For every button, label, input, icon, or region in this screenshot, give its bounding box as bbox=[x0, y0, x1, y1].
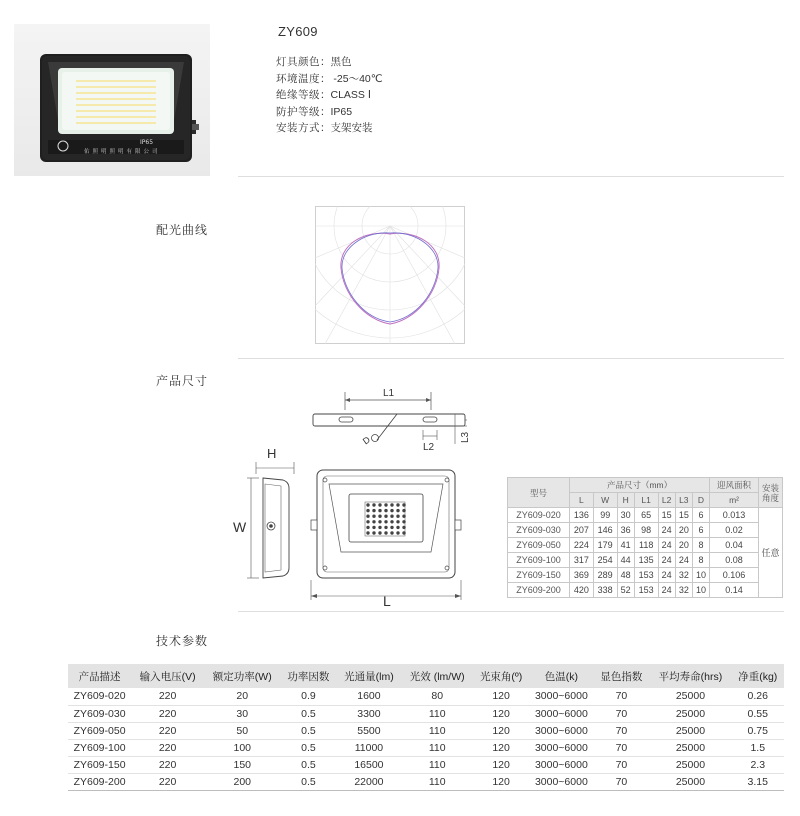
tech-cell: 11000 bbox=[336, 739, 401, 756]
col-sub-l2: L2 bbox=[658, 493, 675, 508]
spec-separator: ： bbox=[320, 56, 331, 68]
cell-wind: 0.106 bbox=[710, 568, 759, 583]
spec-item bbox=[276, 87, 383, 104]
cell-h: 30 bbox=[617, 508, 634, 523]
cell-model: ZY609-200 bbox=[508, 583, 570, 598]
led-dot bbox=[390, 515, 393, 518]
tech-cell: 0.75 bbox=[732, 722, 784, 739]
divider bbox=[238, 358, 784, 359]
cell-w: 179 bbox=[593, 538, 617, 553]
col-sub-l: L bbox=[570, 493, 594, 508]
tech-col-header: 光束角(º) bbox=[473, 664, 529, 688]
led-dot bbox=[366, 515, 369, 518]
tech-cell: 16500 bbox=[336, 756, 401, 773]
led-dot bbox=[366, 503, 369, 506]
cell-model: ZY609-030 bbox=[508, 523, 570, 538]
tech-cell: 200 bbox=[204, 773, 280, 790]
table-row bbox=[68, 773, 784, 790]
led-dot bbox=[396, 509, 399, 512]
cell-l: 136 bbox=[570, 508, 594, 523]
tech-cell: 120 bbox=[473, 705, 529, 722]
tech-col-header: 显色指数 bbox=[593, 664, 649, 688]
tech-cell: 5500 bbox=[336, 722, 401, 739]
led-dot bbox=[372, 526, 375, 529]
led-dot bbox=[390, 520, 393, 523]
tech-cell: 3000~6000 bbox=[529, 705, 593, 722]
spec-separator: ： bbox=[320, 72, 331, 85]
cell-l: 317 bbox=[570, 553, 594, 568]
led-dot bbox=[372, 509, 375, 512]
col-sub-l3: L3 bbox=[675, 493, 692, 508]
cell-l2: 24 bbox=[658, 538, 675, 553]
section-title-dimensions: 产品尺寸 bbox=[156, 374, 209, 388]
cell-d: 8 bbox=[692, 538, 709, 553]
dim-label-l3: L3 bbox=[460, 431, 471, 443]
tech-cell: 20 bbox=[204, 688, 280, 705]
led-dot bbox=[366, 526, 369, 529]
dim-label-d: D bbox=[360, 434, 372, 447]
table-row bbox=[68, 739, 784, 756]
cell-angle: 任意 bbox=[759, 508, 783, 598]
cell-l: 224 bbox=[570, 538, 594, 553]
tech-cell: 0.55 bbox=[732, 705, 784, 722]
tech-cell: 220 bbox=[131, 705, 204, 722]
led-dot bbox=[396, 531, 399, 534]
tech-params-table bbox=[68, 664, 784, 791]
cell-l1: 153 bbox=[634, 568, 658, 583]
dim-label-l1: L1 bbox=[383, 388, 395, 399]
tech-cell: 3000~6000 bbox=[529, 739, 593, 756]
led-dot bbox=[390, 531, 393, 534]
tech-cell: 220 bbox=[131, 722, 204, 739]
led-dot bbox=[378, 503, 381, 506]
cell-model: ZY609-150 bbox=[508, 568, 570, 583]
cell-l1: 65 bbox=[634, 508, 658, 523]
table-row bbox=[68, 705, 784, 722]
table-row bbox=[508, 568, 783, 583]
tech-cell: 110 bbox=[401, 705, 472, 722]
cell-l1: 153 bbox=[634, 583, 658, 598]
led-dot bbox=[366, 520, 369, 523]
tech-cell: 120 bbox=[473, 773, 529, 790]
cell-model: ZY609-100 bbox=[508, 553, 570, 568]
tech-cell: ZY609-050 bbox=[68, 722, 131, 739]
cell-l2: 24 bbox=[658, 553, 675, 568]
led-dot bbox=[390, 503, 393, 506]
cell-l3: 32 bbox=[675, 583, 692, 598]
led-dot bbox=[384, 515, 387, 518]
tech-cell: 3000~6000 bbox=[529, 756, 593, 773]
product-photo bbox=[14, 24, 210, 176]
led-dot bbox=[402, 531, 405, 534]
table-row bbox=[508, 523, 783, 538]
cell-l2: 24 bbox=[658, 523, 675, 538]
cell-h: 41 bbox=[617, 538, 634, 553]
spec-label: 安装方式 bbox=[276, 122, 320, 134]
floodlight-image bbox=[14, 24, 210, 176]
table-row bbox=[508, 583, 783, 598]
cell-wind: 0.02 bbox=[710, 523, 759, 538]
tech-cell: 25000 bbox=[649, 739, 731, 756]
tech-cell: 110 bbox=[401, 739, 472, 756]
spec-label: 绝缘等级 bbox=[276, 89, 320, 101]
tech-cell: 220 bbox=[131, 739, 204, 756]
led-dot bbox=[390, 509, 393, 512]
spec-value: 黑色 bbox=[330, 56, 352, 68]
cell-h: 52 bbox=[617, 583, 634, 598]
table-row bbox=[508, 553, 783, 568]
cell-w: 289 bbox=[593, 568, 617, 583]
spec-separator: ： bbox=[320, 105, 331, 118]
tech-cell: 3.15 bbox=[732, 773, 784, 790]
tech-cell: ZY609-100 bbox=[68, 739, 131, 756]
tech-cell: 220 bbox=[131, 688, 204, 705]
led-dot bbox=[384, 503, 387, 506]
dim-label-l2: L2 bbox=[423, 442, 435, 453]
tech-cell: 0.26 bbox=[732, 688, 784, 705]
cell-l: 369 bbox=[570, 568, 594, 583]
tech-cell: ZY609-150 bbox=[68, 756, 131, 773]
led-dot bbox=[378, 526, 381, 529]
tech-cell: 0.5 bbox=[280, 705, 336, 722]
spec-value: CLASS Ⅰ bbox=[330, 89, 371, 101]
tech-cell: 1.5 bbox=[732, 739, 784, 756]
spec-label: 灯具颜色 bbox=[276, 56, 320, 68]
polar-curve-svg bbox=[315, 206, 465, 344]
led-dot bbox=[396, 515, 399, 518]
led-dot bbox=[402, 509, 405, 512]
cell-l3: 20 bbox=[675, 538, 692, 553]
led-dot bbox=[366, 531, 369, 534]
table-row bbox=[68, 722, 784, 739]
spec-item bbox=[276, 120, 383, 137]
cell-l: 207 bbox=[570, 523, 594, 538]
cell-wind: 0.04 bbox=[710, 538, 759, 553]
cell-w: 254 bbox=[593, 553, 617, 568]
cell-l2: 24 bbox=[658, 568, 675, 583]
led-dot bbox=[384, 526, 387, 529]
table-row bbox=[508, 538, 783, 553]
tech-cell: 25000 bbox=[649, 773, 731, 790]
led-dot bbox=[402, 503, 405, 506]
tech-cell: 3000~6000 bbox=[529, 722, 593, 739]
led-dot bbox=[366, 509, 369, 512]
tech-col-header: 净重(kg) bbox=[732, 664, 784, 688]
cell-h: 44 bbox=[617, 553, 634, 568]
tech-cell: 2.3 bbox=[732, 756, 784, 773]
tech-cell: 100 bbox=[204, 739, 280, 756]
ip-rating-print: IP65 bbox=[140, 139, 154, 146]
tech-cell: 120 bbox=[473, 756, 529, 773]
tech-cell: 110 bbox=[401, 756, 472, 773]
tech-col-header: 产品描述 bbox=[68, 664, 131, 688]
tech-cell: 25000 bbox=[649, 756, 731, 773]
tech-cell: 120 bbox=[473, 722, 529, 739]
spec-label: 环境温度 bbox=[276, 72, 320, 85]
led-dot bbox=[384, 509, 387, 512]
cell-w: 338 bbox=[593, 583, 617, 598]
table-row bbox=[68, 756, 784, 773]
tech-cell: 220 bbox=[131, 773, 204, 790]
tech-cell: 25000 bbox=[649, 705, 731, 722]
tech-cell: ZY609-030 bbox=[68, 705, 131, 722]
tech-col-header: 光效 (lm/W) bbox=[401, 664, 472, 688]
section-title-tech-params: 技术参数 bbox=[156, 634, 209, 648]
spec-value: 支架安装 bbox=[330, 122, 373, 134]
tech-col-header: 功率因数 bbox=[280, 664, 336, 688]
cell-wind: 0.14 bbox=[710, 583, 759, 598]
cell-l3: 24 bbox=[675, 553, 692, 568]
fixture-dimension-drawing bbox=[225, 440, 475, 608]
led-dot bbox=[378, 520, 381, 523]
product-model-title: ZY609 bbox=[278, 24, 318, 39]
section-title-light-curve: 配光曲线 bbox=[156, 223, 209, 237]
cell-l1: 118 bbox=[634, 538, 658, 553]
col-angle: 安装角度 bbox=[759, 478, 783, 508]
led-dot bbox=[372, 503, 375, 506]
spec-label: 防护等级 bbox=[276, 105, 320, 118]
tech-cell: ZY609-200 bbox=[68, 773, 131, 790]
tech-cell: 120 bbox=[473, 739, 529, 756]
led-dot bbox=[378, 509, 381, 512]
dimension-table bbox=[507, 477, 783, 598]
tech-cell: 110 bbox=[401, 722, 472, 739]
cell-l3: 32 bbox=[675, 568, 692, 583]
col-model: 型号 bbox=[508, 478, 570, 508]
cell-l3: 20 bbox=[675, 523, 692, 538]
dim-label-h: H bbox=[267, 446, 277, 461]
cell-l2: 15 bbox=[658, 508, 675, 523]
tech-col-header: 额定功率(W) bbox=[204, 664, 280, 688]
col-sub-d: D bbox=[692, 493, 709, 508]
tech-cell: 50 bbox=[204, 722, 280, 739]
spec-separator: ： bbox=[320, 89, 331, 101]
spec-item bbox=[276, 54, 383, 71]
cell-d: 8 bbox=[692, 553, 709, 568]
led-dot bbox=[384, 531, 387, 534]
brand-strip-text: 佑照明照明有限公司 bbox=[84, 149, 161, 155]
tech-cell: 0.5 bbox=[280, 739, 336, 756]
led-dot bbox=[390, 526, 393, 529]
cell-h: 48 bbox=[617, 568, 634, 583]
cell-l2: 24 bbox=[658, 583, 675, 598]
cell-w: 99 bbox=[593, 508, 617, 523]
tech-cell: ZY609-020 bbox=[68, 688, 131, 705]
led-dot bbox=[396, 503, 399, 506]
cell-h: 36 bbox=[617, 523, 634, 538]
tech-col-header: 色温(k) bbox=[529, 664, 593, 688]
spec-item bbox=[276, 71, 383, 88]
tech-cell: 22000 bbox=[336, 773, 401, 790]
col-wind: 迎风面积 bbox=[710, 478, 759, 493]
spec-separator: ： bbox=[320, 122, 331, 134]
tech-cell: 0.5 bbox=[280, 773, 336, 790]
led-dot bbox=[384, 520, 387, 523]
cell-l1: 135 bbox=[634, 553, 658, 568]
spec-value: IP65 bbox=[330, 105, 353, 118]
led-dot bbox=[396, 526, 399, 529]
tech-cell: 150 bbox=[204, 756, 280, 773]
tech-cell: 110 bbox=[401, 773, 472, 790]
tech-cell: 3300 bbox=[336, 705, 401, 722]
tech-cell: 3000~6000 bbox=[529, 773, 593, 790]
tech-cell: 25000 bbox=[649, 722, 731, 739]
cell-wind: 0.08 bbox=[710, 553, 759, 568]
led-dot bbox=[372, 520, 375, 523]
led-dot bbox=[372, 531, 375, 534]
cell-l3: 15 bbox=[675, 508, 692, 523]
dim-label-l: L bbox=[383, 593, 391, 608]
table-row bbox=[508, 508, 783, 523]
led-dot bbox=[378, 531, 381, 534]
tech-cell: 70 bbox=[593, 722, 649, 739]
col-wind-unit: m² bbox=[710, 493, 759, 508]
cell-d: 6 bbox=[692, 523, 709, 538]
led-dot bbox=[402, 520, 405, 523]
product-spec-list bbox=[276, 54, 383, 137]
tech-cell: 120 bbox=[473, 688, 529, 705]
divider bbox=[238, 611, 784, 612]
led-dot bbox=[402, 515, 405, 518]
led-dot bbox=[372, 515, 375, 518]
cell-d: 10 bbox=[692, 583, 709, 598]
spec-value: -25～40℃ bbox=[330, 72, 383, 85]
tech-cell: 0.5 bbox=[280, 722, 336, 739]
cell-d: 10 bbox=[692, 568, 709, 583]
spec-item bbox=[276, 104, 383, 121]
tech-cell: 70 bbox=[593, 756, 649, 773]
cell-l: 420 bbox=[570, 583, 594, 598]
cell-d: 6 bbox=[692, 508, 709, 523]
tech-cell: 30 bbox=[204, 705, 280, 722]
tech-cell: 70 bbox=[593, 773, 649, 790]
polar-curve-chart bbox=[315, 206, 465, 344]
tech-cell: 25000 bbox=[649, 688, 731, 705]
divider bbox=[238, 176, 784, 177]
col-size: 产品尺寸（mm） bbox=[570, 478, 710, 493]
cell-model: ZY609-050 bbox=[508, 538, 570, 553]
cell-wind: 0.013 bbox=[710, 508, 759, 523]
col-sub-h: H bbox=[617, 493, 634, 508]
led-dot bbox=[396, 520, 399, 523]
tech-cell: 1600 bbox=[336, 688, 401, 705]
cell-l1: 98 bbox=[634, 523, 658, 538]
led-dot bbox=[402, 526, 405, 529]
table-row bbox=[68, 688, 784, 705]
dim-label-w: W bbox=[233, 519, 247, 535]
col-sub-w: W bbox=[593, 493, 617, 508]
tech-cell: 70 bbox=[593, 688, 649, 705]
tech-cell: 70 bbox=[593, 705, 649, 722]
tech-cell: 70 bbox=[593, 739, 649, 756]
tech-col-header: 输入电压(V) bbox=[131, 664, 204, 688]
tech-cell: 0.5 bbox=[280, 756, 336, 773]
tech-cell: 80 bbox=[401, 688, 472, 705]
tech-cell: 0.9 bbox=[280, 688, 336, 705]
tech-col-header: 平均寿命(hrs) bbox=[649, 664, 731, 688]
cell-w: 146 bbox=[593, 523, 617, 538]
cell-model: ZY609-020 bbox=[508, 508, 570, 523]
led-dot bbox=[378, 515, 381, 518]
tech-cell: 3000~6000 bbox=[529, 688, 593, 705]
col-sub-l1: L1 bbox=[634, 493, 658, 508]
tech-col-header: 光通量(lm) bbox=[336, 664, 401, 688]
tech-cell: 220 bbox=[131, 756, 204, 773]
